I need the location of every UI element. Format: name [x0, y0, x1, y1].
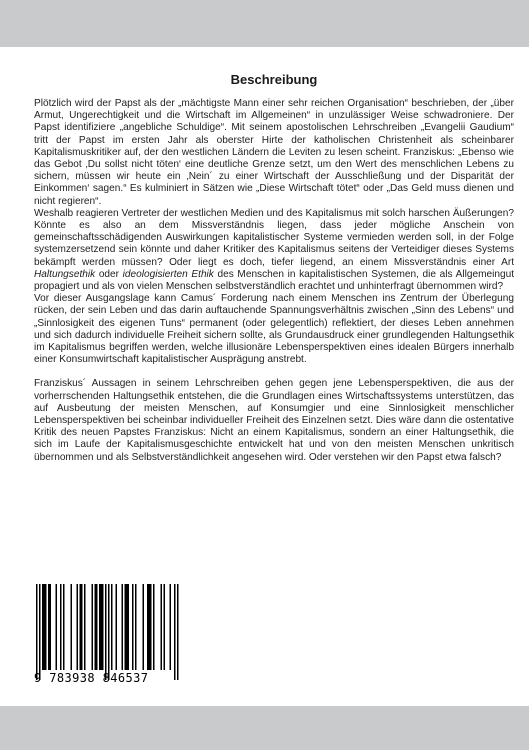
- text-run: des Menschen in kapitalistischen Systemen, die als Allgemeingut propagiert und als von vielen Menschen selbstverständlich erachtet und unhinterfragt übernommen wird?: [34, 268, 515, 293]
- barcode-bar: [81, 584, 83, 670]
- barcode-bar: [153, 584, 155, 670]
- barcode-bar: [164, 584, 166, 670]
- barcode-bar: [128, 584, 130, 670]
- barcode-bar: [80, 584, 82, 670]
- barcode-bar: [177, 584, 179, 680]
- barcode-bar: [149, 584, 151, 670]
- italic-term: Haltungsethik: [34, 268, 96, 280]
- barcode-bar: [111, 584, 113, 670]
- barcode-bar: [174, 584, 176, 680]
- barcode-bar: [50, 584, 52, 670]
- isbn-barcode: [34, 584, 188, 686]
- barcode-bar: [132, 584, 134, 670]
- italic-term: ideologisierten Ethik: [122, 268, 214, 280]
- barcode-bar: [56, 584, 58, 670]
- barcode-bar: [45, 584, 47, 670]
- paragraph-1: [34, 98, 514, 208]
- barcode-bar: [102, 584, 104, 670]
- barcode-bar: [108, 584, 110, 680]
- barcode-bar: [126, 584, 128, 670]
- barcode-bar: [84, 584, 86, 670]
- barcode-bar: [147, 584, 149, 670]
- paragraph-gap: [34, 366, 514, 378]
- barcode-bar: [63, 584, 65, 670]
- top-gray-band: [0, 0, 529, 47]
- barcode-bar: [36, 584, 38, 680]
- barcode-bar: [77, 584, 79, 670]
- barcode-bar: [122, 584, 124, 670]
- barcode-bar: [48, 584, 50, 670]
- barcode-bar: [116, 584, 118, 670]
- barcode-bar: [170, 584, 172, 670]
- barcode-bar: [105, 584, 107, 680]
- paragraph-3: [34, 293, 514, 366]
- text-run: Vor dieser Ausgangslage kann Camus´ Forderung nach einem Menschen ins Zentrum der Überlegung rücken, der sein Leben und das darin auftauchende Spannungsverhältnis zwischen „Sinn des Lebens“ und „Sinnlosigkeit des eigenen Tuns“ permanent (oder gelegentlich) reflektiert, der dieses Leben annehmen und sich dadurch individuelle Freiheit sichern sollte, als Grundausdruck einer grundlegenden Haltungsethik im Kapitalismus begriffen werden, welche illusionäre Lebensperspektiven eines idealen Bürgers innerhalb einer Konsumwirtschaft kapitalistischer Ausprägung anstrebt.: [34, 293, 514, 366]
- paragraph-4: [34, 378, 514, 463]
- barcode-bars: [34, 584, 188, 684]
- barcode-bar: [150, 584, 152, 670]
- barcode-bar: [125, 584, 127, 670]
- barcode-bar: [44, 584, 46, 670]
- barcode-bar: [101, 584, 103, 670]
- barcode-bar: [99, 584, 101, 670]
- barcode-bar: [71, 584, 73, 670]
- barcode-bar: [42, 584, 44, 670]
- isbn-number: 9 783938 846537: [34, 671, 149, 685]
- text-run: oder: [95, 268, 123, 280]
- barcode-bar: [161, 584, 163, 670]
- description-heading: Beschreibung: [230, 72, 318, 87]
- barcode-bar: [95, 584, 97, 670]
- bottom-gray-band: [0, 706, 529, 750]
- barcode-bar: [92, 584, 94, 670]
- barcode-bar: [135, 584, 137, 670]
- paragraph-2: [34, 208, 514, 293]
- text-run: Plötzlich wird der Papst als der „mächtigste Mann einer sehr reichen Organisation“ beschrieben, der „über Armut, Ungerechtigkeit und die Wirtschaft im Allgemeinen“ in unzulässiger Weise schwadroniere. Der Papst identifiziere „angebliche Schuldige“. Mit seinem apostolischen Lehrschreiben „Evangelii Gaudium“ tritt der Papst im ersten Jahr als oberster Hirte der katholischen Christenheit als scheinbarer Kapitalismuskritiker auf, der den westlichen Ländern die Leviten zu lesen scheint. Franziskus: „Ebenso wie das Gebot ‚Du sollst nicht töten‘ eine deutliche Grenze setzt, um den Wert des menschlichen Lebens zu sichern, müssen wir heute ein ‚Nein´ zu einer Wirtschaft der Ausschließung und der Disparität der Einkommen‘ sagen.“ Es kulminiert in Sätzen wie „Diese Wirtschaft tötet“ oder „Das Geld muss dienen und nicht regieren“.: [34, 98, 514, 207]
- barcode-bar: [96, 584, 98, 670]
- barcode-bar: [39, 584, 41, 680]
- description-section: [34, 72, 514, 464]
- barcode-bar: [143, 584, 145, 670]
- text-run: Weshalb reagieren Vertreter der westlichen Medien und des Kapitalismus mit solch harschen Äußerungen? Könnte es also an dem Missverständnis liegen, dass jeder mögliche Anschein von gemeinschaftsschädigenden Auswirkungen kapitalistischer Systeme vermieden werden soll, in der Folge systemzersetzend sein könnte und daher Kritiker des Kapitalismus seitens der Verteidiger dieses Systems bekämpft werden müssen? Oder liegt es doch, tiefer liegend, an einem Missverständnis einer Art: [34, 207, 514, 268]
- text-run: Franziskus´ Aussagen in seinem Lehrschreiben gehen gegen jene Lebensperspektiven, die aus der vorherrschenden Haltungsethik entstehen, die die Grundlagen eines Wirtschaftssystems unterstützen, das auf Ausbeutung der meisten Menschen, auf Konsumgier und eine Sinnlosigkeit menschlicher Lebensperspektiven bei scheinbar individueller Freiheit des Einzelnen setzt. Dies wäre dann die ostentative Kritik des neuen Papstes Franziskus: Nicht an einem Kapitalismus, sondern an einer Haltungsethik, die sich im Laufe der Kapitalismusgeschichte entwickelt hat und von den meisten Menschen unkritisch übernommen und als Selbstverständlichkeit angesehen wird. Oder verstehen wir den Papst etwa falsch?: [34, 378, 514, 463]
- barcode-bar: [60, 584, 62, 670]
